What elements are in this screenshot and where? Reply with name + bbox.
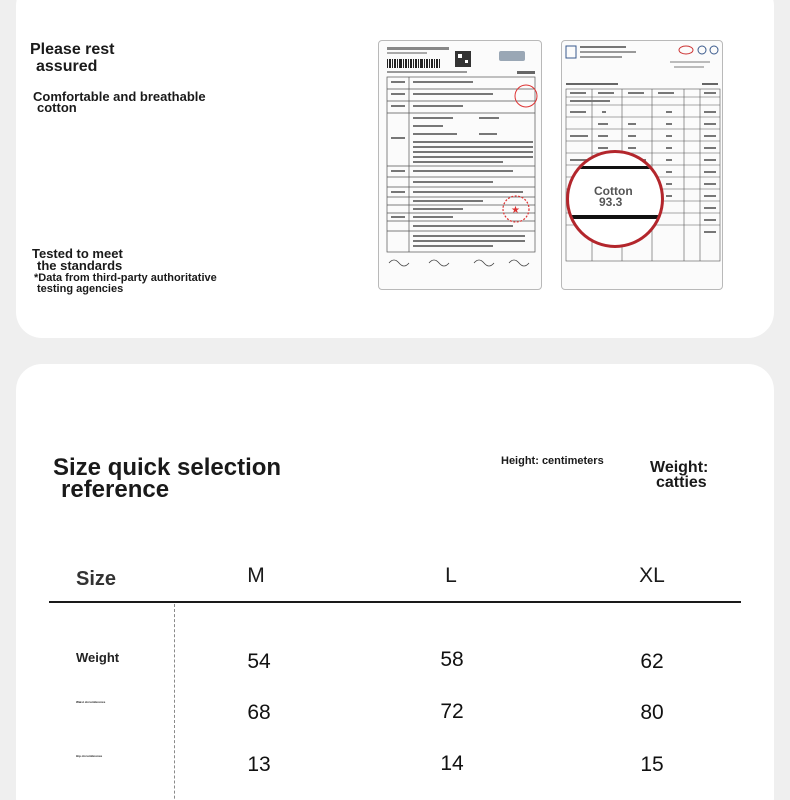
svg-text:★: ★ xyxy=(511,205,520,216)
note-line-1: *Data from third-party authoritative xyxy=(34,272,217,284)
size-title-line-1: Size quick selection xyxy=(53,454,282,481)
reassure-line-1: Please rest xyxy=(30,41,115,58)
tested-line-2: the standards xyxy=(37,258,123,273)
magnifier-rule-top xyxy=(569,166,661,169)
size-header-m: M xyxy=(247,564,265,587)
cotton-line-2: cotton xyxy=(37,100,77,115)
label-column-divider xyxy=(174,604,175,800)
cell-waist-m: 68 xyxy=(247,701,271,724)
source-note xyxy=(34,273,217,295)
tested-line-1: Tested to meet xyxy=(32,246,123,261)
cell-weight-m: 54 xyxy=(247,650,271,673)
header-divider xyxy=(49,601,741,603)
reassure-line-2: assured xyxy=(36,58,98,75)
cell-weight-xl: 62 xyxy=(640,650,664,673)
cell-waist-xl: 80 xyxy=(640,701,664,724)
cell-weight-l: 58 xyxy=(440,648,464,671)
size-guide-card xyxy=(16,364,774,800)
reassure-heading xyxy=(30,42,115,75)
size-header-label: Size xyxy=(76,568,117,590)
cotton-percentage: 93.3 xyxy=(599,195,623,209)
cotton-label: Cotton xyxy=(594,184,633,198)
weight-unit-line-2: catties xyxy=(656,474,707,491)
note-line-2: testing agencies xyxy=(37,283,124,295)
row-label-hip: Hip circumference xyxy=(76,754,103,758)
row-label-waist: Waist circumference xyxy=(76,700,106,704)
cotton-line-1: Comfortable and breathable xyxy=(33,89,206,104)
size-table xyxy=(49,554,741,800)
weight-unit-note xyxy=(650,460,708,491)
cell-hip-l: 14 xyxy=(440,752,464,775)
cell-hip-m: 13 xyxy=(247,753,271,776)
size-header-xl: XL xyxy=(639,564,665,587)
cotton-heading xyxy=(33,90,206,114)
magnifier-rule-bottom xyxy=(569,215,661,219)
row-label-weight: Weight xyxy=(76,650,120,665)
size-header-l: L xyxy=(445,564,457,587)
size-guide-title xyxy=(53,456,281,502)
weight-unit-line-1: Weight: xyxy=(650,459,709,476)
test-report-image xyxy=(379,41,542,290)
cell-hip-xl: 15 xyxy=(640,753,664,776)
height-unit-note: Height: centimeters xyxy=(501,455,604,467)
size-title-line-2: reference xyxy=(61,476,170,503)
cell-waist-l: 72 xyxy=(440,700,464,723)
test-report-document xyxy=(378,40,542,290)
cotton-content-magnifier xyxy=(566,150,664,248)
tested-heading xyxy=(32,247,123,272)
